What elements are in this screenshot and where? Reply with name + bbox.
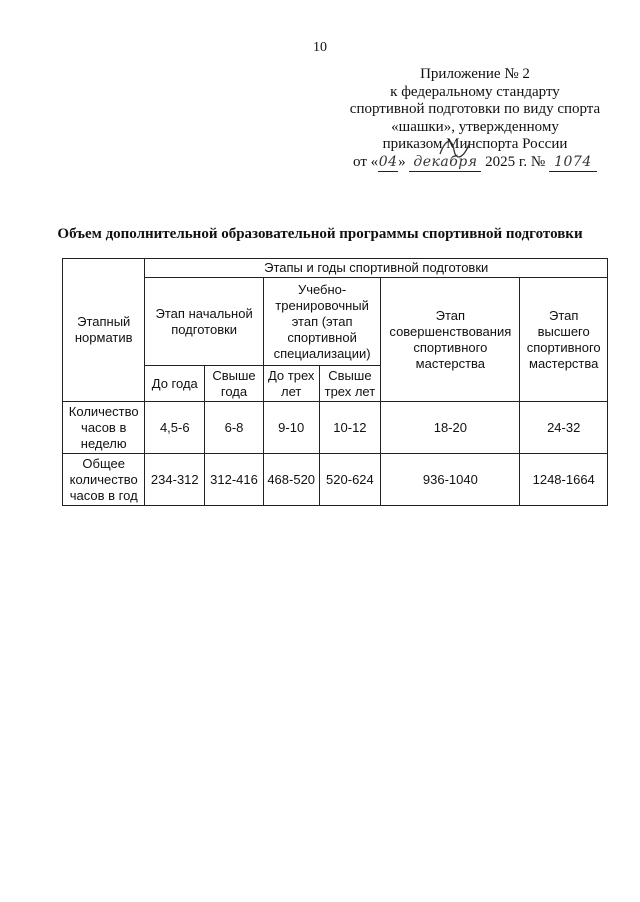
norm-header: Этапный норматив <box>63 259 145 402</box>
appendix-line-order: приказом Минспорта России <box>382 136 568 152</box>
row-label-weekly-hours: Количество часов в неделю <box>63 402 145 454</box>
order-number-handwritten: 1074 <box>549 154 597 173</box>
table-cell: 18-20 <box>381 402 520 454</box>
appendix-line-sport: спортивной подготовки по виду спорта <box>349 101 601 117</box>
order-day-handwritten: 04 <box>378 154 398 173</box>
stage-higher-header: Этап высшего спортивного мастерства <box>520 278 608 402</box>
stage-improvement-header: Этап совершенствования спортивного мастерства <box>381 278 520 402</box>
table-cell: 10-12 <box>319 402 381 454</box>
stage-training-header: Учебно-тренировочный этап (этап спортивной специализации) <box>263 278 380 366</box>
table-cell: 6-8 <box>205 402 264 454</box>
program-volume-table <box>62 258 608 506</box>
order-quote-close: » <box>398 153 406 170</box>
table-row <box>63 402 608 454</box>
table-cell: 312-416 <box>205 454 264 506</box>
order-year: 2025 г. № <box>485 153 546 170</box>
table-cell: 1248-1664 <box>520 454 608 506</box>
document-title: Объем дополнительной образовательной программы спортивной подготовки <box>57 226 583 242</box>
initial-first-year-header: До года <box>145 366 205 402</box>
appendix-line-standard: к федеральному стандарту <box>390 83 560 100</box>
table-cell: 936-1040 <box>381 454 520 506</box>
table-cell: 234-312 <box>145 454 205 506</box>
table-cell: 520-624 <box>319 454 381 506</box>
training-first-years-header: До трех лет <box>263 366 319 402</box>
order-date-line <box>340 154 610 173</box>
table-cell: 468-520 <box>263 454 319 506</box>
page-number: 10 <box>313 40 327 55</box>
stage-initial-header: Этап начальной подготовки <box>145 278 263 366</box>
training-over-years-header: Свыше трех лет <box>319 366 381 402</box>
table-cell: 4,5-6 <box>145 402 205 454</box>
stages-header: Этапы и годы спортивной подготовки <box>145 259 608 278</box>
appendix-line-checkers: «шашки», утвержденному <box>391 118 559 135</box>
row-label-annual-hours: Общее количество часов в год <box>63 454 145 506</box>
appendix-block <box>340 66 610 172</box>
initial-over-year-header: Свыше года <box>205 366 264 402</box>
table-row <box>63 454 608 506</box>
order-prefix: от « <box>353 153 379 170</box>
order-month-handwritten: декабря <box>409 154 481 173</box>
appendix-title: Приложение № 2 <box>420 66 530 82</box>
table-cell: 9-10 <box>263 402 319 454</box>
table-cell: 24-32 <box>520 402 608 454</box>
